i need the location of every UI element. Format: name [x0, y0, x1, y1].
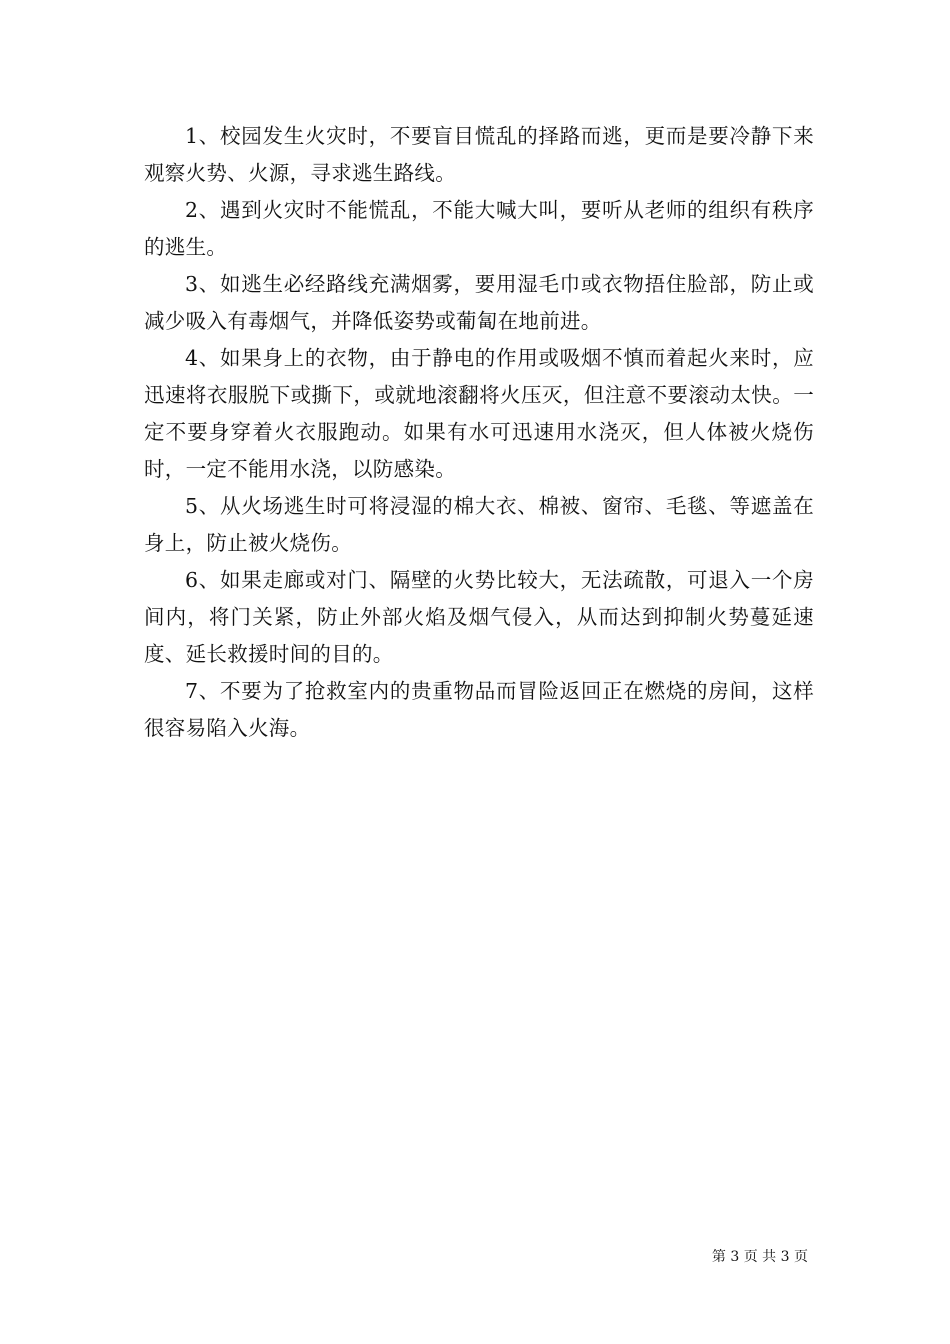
paragraph-4: 4、如果身上的衣物，由于静电的作用或吸烟不慎而着起火来时，应迅速将衣服脱下或撕下，或就地滚翻将火压灭，但注意不要滚动太快。一定不要身穿着火衣服跑动。如果有水可迅速用水浇灭，但人体被火烧伤时，一定不能用水浇，以防感染。: [144, 346, 814, 481]
paragraph-7: 7、不要为了抢救室内的贵重物品而冒险返回正在燃烧的房间，这样很容易陷入火海。: [144, 679, 814, 740]
paragraph-5: 5、从火场逃生时可将浸湿的棉大衣、棉被、窗帘、毛毯、等遮盖在身上，防止被火烧伤。: [144, 494, 814, 555]
page-number-footer: 第 3 页 共 3 页: [711, 1249, 808, 1265]
paragraph-6: 6、如果走廊或对门、隔壁的火势比较大，无法疏散，可退入一个房间内，将门关紧，防止外部火焰及烟气侵入，从而达到抑制火势蔓延速度、延长救援时间的目的。: [144, 568, 814, 666]
paragraph-1: 1、校园发生火灾时，不要盲目慌乱的择路而逃，更而是要冷静下来观察火势、火源，寻求逃生路线。: [144, 124, 814, 185]
document-body: [144, 118, 814, 747]
paragraph-2: 2、遇到火灾时不能慌乱，不能大喊大叫，要听从老师的组织有秩序的逃生。: [144, 198, 814, 259]
paragraph-3: 3、如逃生必经路线充满烟雾，要用湿毛巾或衣物捂住脸部，防止或减少吸入有毒烟气，并降低姿势或葡匐在地前进。: [144, 272, 814, 333]
